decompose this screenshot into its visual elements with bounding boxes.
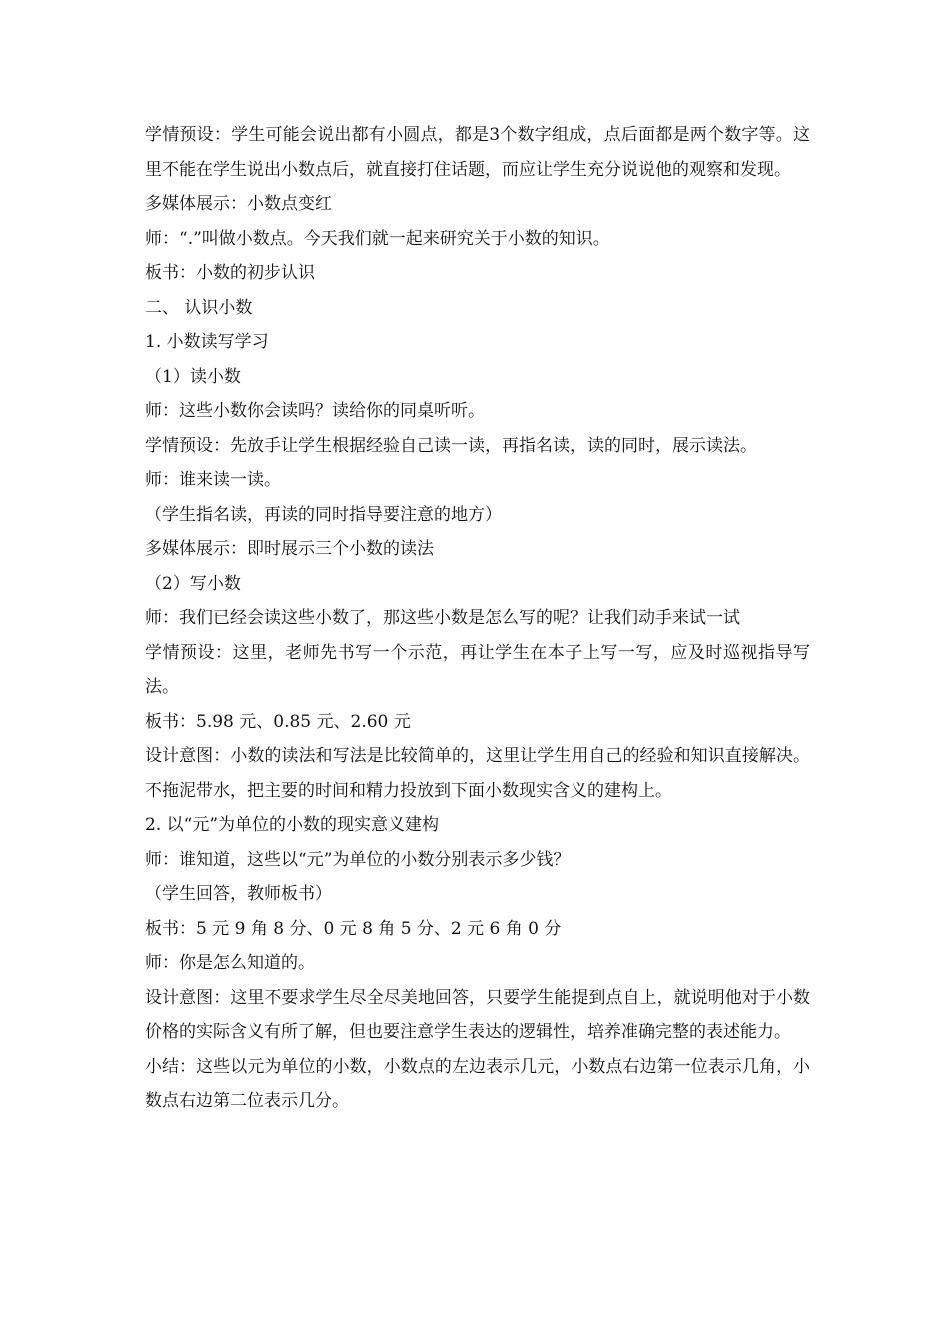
paragraph-teacher-3: 师：谁来读一读。 [145, 470, 281, 490]
paragraph-learning-preset-2: 学情预设：先放手让学生根据经验自己读一读，再指名读，读的同时，展示读法。 [145, 435, 757, 456]
paragraph-board-1: 板书：小数的初步认识 [145, 263, 315, 283]
subsection-heading-1: 1. 小数读写学习 [145, 332, 269, 352]
paragraph-summary: 小结：这些以元为单位的小数，小数点的左边表示几元，小数点右边第一位表示几角，小数点右边第二位表示几分。 [145, 1056, 810, 1111]
document-body [145, 118, 810, 1119]
paragraph-learning-preset-1: 学情预设：学生可能会说出都有小圆点，都是3个数字组成，点后面都是两个数字等。这里不能在学生说出小数点后，就直接打住话题，而应让学生充分说说他的观察和发现。 [145, 125, 810, 180]
paragraph-teacher-6: 师：你是怎么知道的。 [145, 953, 315, 973]
paragraph-design-intent-1: 设计意图：小数的读法和写法是比较简单的，这里让学生用自己的经验和知识直接解决。不拖泥带水，把主要的时间和精力投放到下面小数现实含义的建构上。 [145, 746, 810, 801]
section-heading-2: 二、 认识小数 [145, 297, 253, 318]
paragraph-note-1: （学生指名读，再读的同时指导要注意的地方） [145, 504, 502, 525]
step-heading-write: （2）写小数 [145, 573, 241, 594]
subsection-heading-2: 2. 以“元”为单位的小数的现实意义建构 [145, 815, 440, 835]
paragraph-teacher-5: 师：谁知道，这些以“元”为单位的小数分别表示多少钱？ [145, 849, 571, 870]
paragraph-teacher-4: 师：我们已经会读这些小数了，那这些小数是怎么写的呢？让我们动手来试一试 [145, 608, 740, 628]
paragraph-media-display-2: 多媒体展示：即时展示三个小数的读法 [145, 539, 434, 559]
paragraph-board-3: 板书：5 元 9 角 8 分、0 元 8 角 5 分、2 元 6 角 0 分 [145, 918, 562, 939]
paragraph-note-2: （学生回答，教师板书） [145, 884, 332, 904]
paragraph-learning-preset-3: 学情预设：这里，老师先书写一个示范，再让学生在本子上写一写，应及时巡视指导写法。 [145, 642, 810, 697]
paragraph-teacher-1: 师：“.”叫做小数点。今天我们就一起来研究关于小数的知识。 [145, 228, 610, 249]
paragraph-teacher-2: 师：这些小数你会读吗？读给你的同桌听听。 [145, 401, 485, 421]
paragraph-design-intent-2: 设计意图：这里不要求学生尽全尽美地回答，只要学生能提到点自上，就说明他对于小数价格的实际含义有所了解，但也要注意学生表达的逻辑性，培养准确完整的表述能力。 [145, 987, 810, 1042]
step-heading-read: （1）读小数 [145, 366, 241, 387]
paragraph-board-2: 板书：5.98 元、0.85 元、2.60 元 [145, 711, 411, 732]
paragraph-media-display-1: 多媒体展示：小数点变红 [145, 194, 332, 214]
